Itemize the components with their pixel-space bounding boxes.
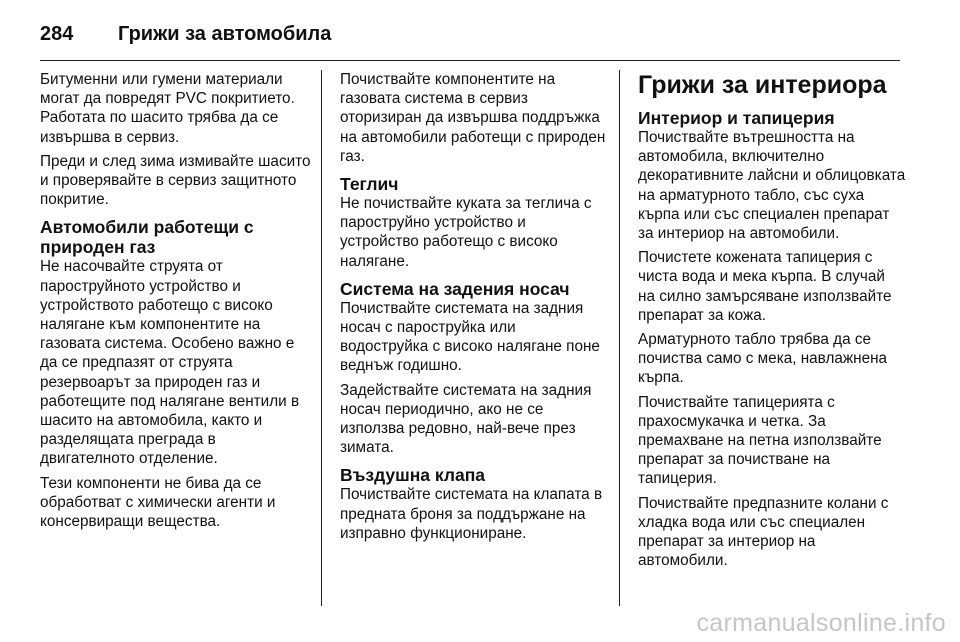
section-heading: Въздушна клапа (340, 465, 486, 486)
paragraph: Не почиствайте куката за теглича с пароструйно устройство и устройство работещо с високо налягане. (340, 195, 592, 270)
section-heading: Интериор и тапицерия (638, 108, 835, 128)
paragraph: Почистете кожената тапицерия с чиста вода и мека кърпа. В случай на силно замърсяване използвайте препарат за кожа. (638, 249, 892, 324)
paragraph: Арматурното табло трябва да се почиства само с мека, навлажнена кърпа. (638, 331, 888, 387)
column-divider (321, 70, 322, 606)
paragraph: Не насочвайте струята от пароструйното устройство и устройството работещо с високо налягане към компонентите на газовата система. Особено важно е да се предпазят от струята резервоарът за природен газ и работещите под налягане вентили в шасито на автомобила, както и разделящата преграда в двигателното отделение. (40, 258, 300, 468)
paragraph: Битуменни или гумени материали могат да повредят PVC покритието. Работата по шасито трябва да се извършва в сервиз. (40, 71, 295, 146)
column-3 (638, 70, 906, 575)
paragraph: Почиствайте тапицерията с прахосмукачка и четка. За премахване на петна използвайте препарат за почистване на тапицерия. (638, 393, 882, 488)
paragraph: Почиствайте системата на задния носач с пароструйка или водоструйка с високо налягане поне веднъж годишно. (340, 299, 600, 375)
paragraph: Почиствайте компонентите на газовата система в сервиз оторизиран да извършва поддръжка на автомобили работещи с природен газ. (340, 71, 606, 165)
page-number: 284 (40, 22, 74, 45)
page-header (40, 14, 900, 54)
chapter-title: Грижи за интериора (638, 71, 887, 99)
header-divider (40, 60, 900, 61)
paragraph: Преди и след зима измивайте шасито и проверявайте в сервиз защитното покритие. (40, 152, 311, 209)
section-heading: Теглич (340, 174, 399, 195)
watermark: carmanualsonline.info (696, 609, 946, 637)
paragraph: Почиствайте предпазните колани с хладка вода или със специален препарат за интериор на автомобили. (638, 494, 889, 570)
paragraph: Тези компоненти не бива да се обработват с химически агенти и консервиращи вещества. (40, 474, 276, 531)
column-divider (619, 70, 620, 606)
column-2 (340, 70, 608, 548)
section-heading: Автомобили работещи с природен газ (40, 217, 254, 258)
page-title: Грижи за автомобила (118, 22, 332, 45)
paragraph: Задействайте системата на задния носач периодично, ако не се използва редовно, най-вече през зимата. (340, 381, 592, 457)
column-1 (40, 70, 312, 536)
paragraph: Почиствайте вътрешността на автомобила, включително декоративните лайсни и облицовката на арматурното табло, със суха кърпа или със специален препарат за интериор на автомобили. (638, 129, 906, 243)
section-heading: Система на задения носач (340, 278, 570, 299)
paragraph: Почиствайте системата на клапата в предната броня за поддържане на изправно функциониране. (340, 486, 603, 542)
